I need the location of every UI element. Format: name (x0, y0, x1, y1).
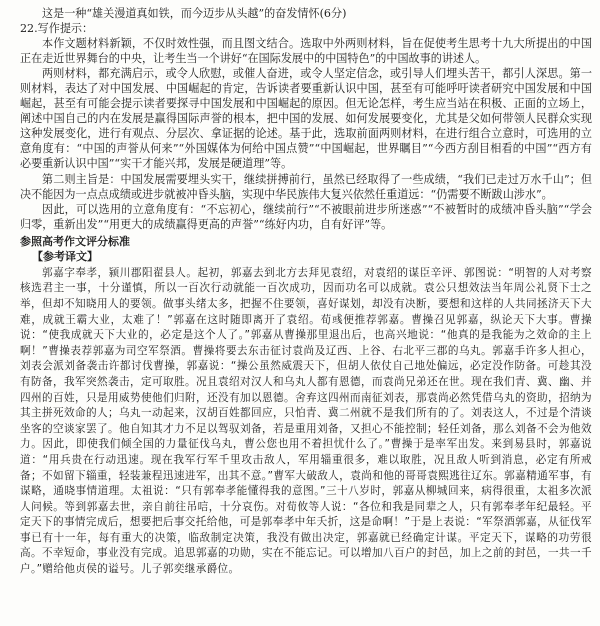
writing-paragraph-2: 两则材料，都充满启示，或令人欣慰，或催人奋进，或令人坚定信念，或引导人们埋头苦干，都引人深思。第一则材料，表达了对中国发展、中国崛起的肯定，告诉读者要重新认识中国，甚至有可能呼吁读者研究中国发展和中国崛起，甚至有可能会提示读者要探寻中国发展和中国崛起的原因。但无论怎样，考生应当站在积极、正面的立场上，阐述中国自己的内在发展是赢得国际声誉的根本，把中国的发展、如何发展要变化，尤其是父如何带领人民群众实现这种发展变化，进行有观点、分层次、拿证据的论述。基于此，选取前面两则材料，在进行组合立意时，可选用的立意角度有：“中国的声誉从何来”“外国媒体为何给中国点赞”“中国崛起，世界瞩目”“今西方刮目相看的中国”“西方有必要重新认识中国”“实干才能兴邦，发展是硬道理”等。 (20, 67, 592, 171)
writing-paragraph-1: 本作文题材料新颖，不仅时效性强，而且图文结合。选取中外两则材料，旨在促使考生思考十九大所提出的中国正在走近世界舞台的中央，让考生当一个讲好“在国际发展中的中国特色”的中国故事的讲述人。 (20, 37, 592, 66)
reference-translation-text: 郭嘉字奉孝，颍川郡阳翟县人。起初，郭嘉去到北方去拜见袁绍，对袁绍的谋臣辛评、郭图说：“明智的人对考察核选君主一事，十分谨慎，所以一百次行动就能一百次成功，因而功名可以成就。袁公只想效法当年周公礼贤下士之举，但却不知晓用人的要领。做事头绪太多，把握不住要领，喜好谋划，却没有决断，要想和这样的人共同拯济天下大难，成就王霸大业，太难了！”郭嘉在这时随即离开了袁绍。荀彧便推荐郭嘉。曹操召见郭嘉，纵论天下大事。曹操说：“使我成就天下大业的，必定是这个人了。”郭嘉从曹操那里退出后，也高兴地说：“他真的是我能为之效命的主上啊！”曹操表荐郭嘉为司空军祭酒。曹操将要去东击征讨袁尚及辽西、上谷、右北平三郡的乌丸。郭嘉手许多人担心，刘表会派刘备袭击许都讨伐曹操，郭嘉说：“操公虽然威震天下，但胡人依仗自己地处偏远，必定没作防备。可趁其没有防备，我军突然袭击，定可取胜。况且袁绍对汉人和乌丸人都有恩德，而袁尚兄弟还在世。现在我们青、冀、幽、并四州的百姓，只是用威势使他们归附，还没有加以恩德。舍弃这四州而南征刘表，那袁尚必然凭借乌丸的资助，招纳为其主拼死效命的人；乌丸一动起来，汉胡百姓都回应，只怕青、冀二州就不是我们所有的了。刘表这人，不过是个清谈坐客的空谈家罢了。他自知其才力不足以驾驭刘备，若是重用刘备，又担心不能控制；轻任刘备，那么刘备不会为他效力。因此，即使我们倾全国的力量征伐乌丸，曹公您也用不着担忧什么了。”曹操于是率军出发。来到易县时，郭嘉说道：“用兵贵在行动迅速。现在我军行军千里攻击敌人，军用辎重很多，难以取胜，况且敌人听到消息，必定有所戒备；不如留下辎重，轻装兼程迅速进军，出其不意。”曹军大破敌人，袁尚和他的哥哥袁熙逃往辽东。郭嘉精通军事，有谋略，通晓事情道理。太祖说：“只有郭奉孝能懂得我的意图。”三十八岁时，郭嘉从柳城回来，病得很重，太祖多次派人问候。等到郭嘉去世，亲自前往吊唁，十分哀伤。对荀攸等人说：“各位和我是同辈之人，只有郭奉孝年纪最轻。平定天下的事情完成后，想要把后事交托给他，可是郭奉孝中年夭折，这是命啊！”于是上表说：“军祭酒郭嘉，从征伐军事已有十一年，每有重大的决策，临敌制定决策，我没有做出决定，郭嘉就已经确定计谋。平定天下，谋略的功劳很高。不幸短命，事业没有完成。追思郭嘉的功勋，实在不能忘记。可以增加八百户的封邑，加上之前的封邑，一共一千户。”赠给他贞侯的谥号。儿子郭奕继承爵位。 (20, 266, 592, 576)
question-22-label: 22.写作提示： (20, 22, 94, 36)
writing-paragraph-3: 第二则主旨是：中国发展需要埋头实干，继续拼搏前行，虽然已经取得了一些成绩，“我们已走过万水千山”；但决不能因为一点点成绩或进步就被冲昏头脑，实现中华民族伟大复兴依然任重道远：“仍需要不断跋山涉水”。 (20, 172, 592, 201)
writing-paragraph-4: 因此，可以选用的立意角度有：“不忘初心，继续前行”“不被眼前进步所迷惑”“不被暂时的成绩冲昏头脑”“学会归零，重新出发”“用更大的成绩赢得更高的声誉”“练好内功，自有好评”等。 (20, 202, 592, 231)
scoring-section-title: 参照高考作文评分标准 (20, 234, 130, 248)
answer-line: 这是一种“雄关漫道真如铁，而今迈步从头越”的奋发情怀(6分) (42, 7, 347, 20)
reference-translation-tag: 【参考译文】 (32, 249, 98, 263)
